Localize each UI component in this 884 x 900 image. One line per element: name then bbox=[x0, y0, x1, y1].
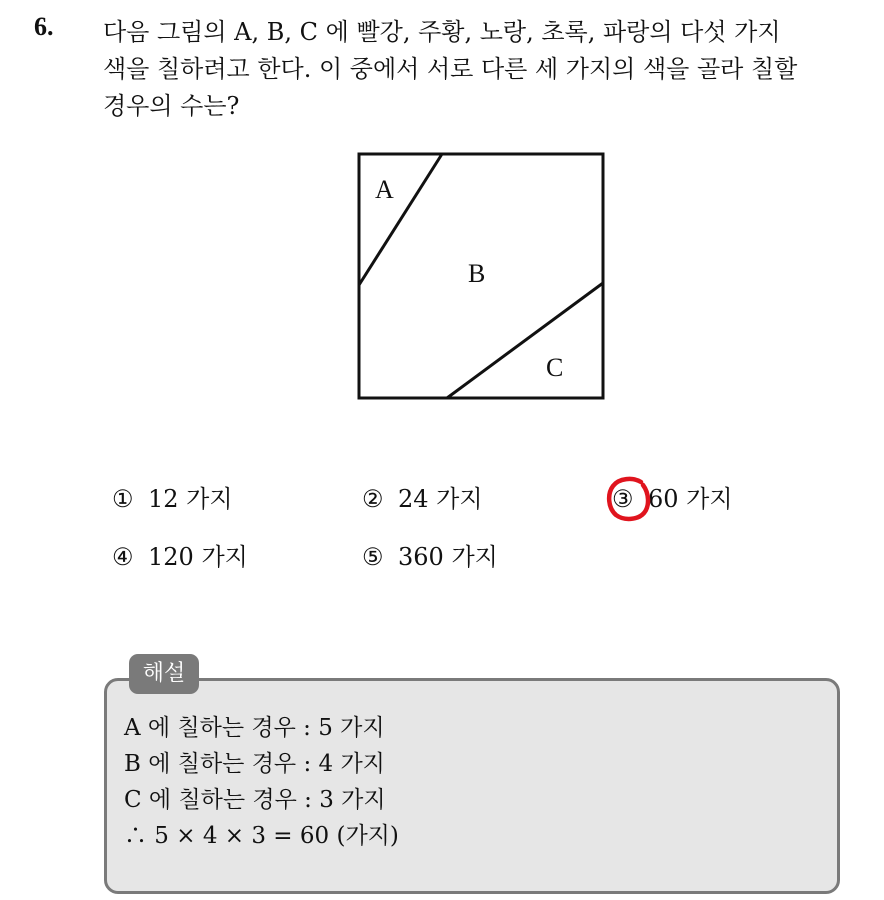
choice-value: 120 가지 bbox=[148, 543, 248, 571]
solution-line: C 에 칠하는 경우 : 3 가지 bbox=[124, 787, 386, 813]
choice-mark: ④ bbox=[112, 543, 134, 571]
region-label-c: C bbox=[546, 353, 564, 382]
region-diagram bbox=[357, 152, 605, 400]
choice-value: 360 가지 bbox=[398, 543, 498, 571]
question-line: 다음 그림의 A, B, C 에 빨강, 주황, 노랑, 초록, 파랑의 다섯 가지 bbox=[103, 18, 781, 46]
answer-circle-mark bbox=[605, 476, 653, 522]
choice-mark: ① bbox=[112, 485, 134, 513]
question-number: 6. bbox=[34, 12, 54, 41]
question-line: 색을 칠하려고 한다. 이 중에서 서로 다른 세 가지의 색을 골라 칠할 bbox=[103, 55, 798, 83]
choice-value: 12 가지 bbox=[148, 485, 233, 513]
choice-1[interactable] bbox=[112, 484, 233, 514]
question-line: 경우의 수는? bbox=[103, 92, 240, 120]
choice-2[interactable] bbox=[362, 484, 483, 514]
choice-5[interactable] bbox=[362, 542, 498, 572]
solution-line: A 에 칠하는 경우 : 5 가지 bbox=[124, 715, 385, 741]
choice-value: 24 가지 bbox=[398, 485, 483, 513]
solution-line: ∴ 5 × 4 × 3 = 60 (가지) bbox=[124, 823, 399, 849]
choice-value: 60 가지 bbox=[648, 485, 733, 513]
solution-content bbox=[124, 710, 399, 854]
region-figure bbox=[357, 152, 605, 400]
question-text bbox=[103, 14, 863, 125]
choice-mark: ② bbox=[362, 485, 384, 513]
choice-mark: ③ bbox=[612, 485, 634, 513]
solution-tab-label: 해설 bbox=[129, 654, 199, 694]
answer-circle-icon bbox=[605, 476, 653, 522]
solution-line: B 에 칠하는 경우 : 4 가지 bbox=[124, 751, 385, 777]
region-label-a: A bbox=[375, 175, 394, 204]
choice-4[interactable] bbox=[112, 542, 248, 572]
choice-mark: ⑤ bbox=[362, 543, 384, 571]
region-label-b: B bbox=[468, 259, 486, 288]
